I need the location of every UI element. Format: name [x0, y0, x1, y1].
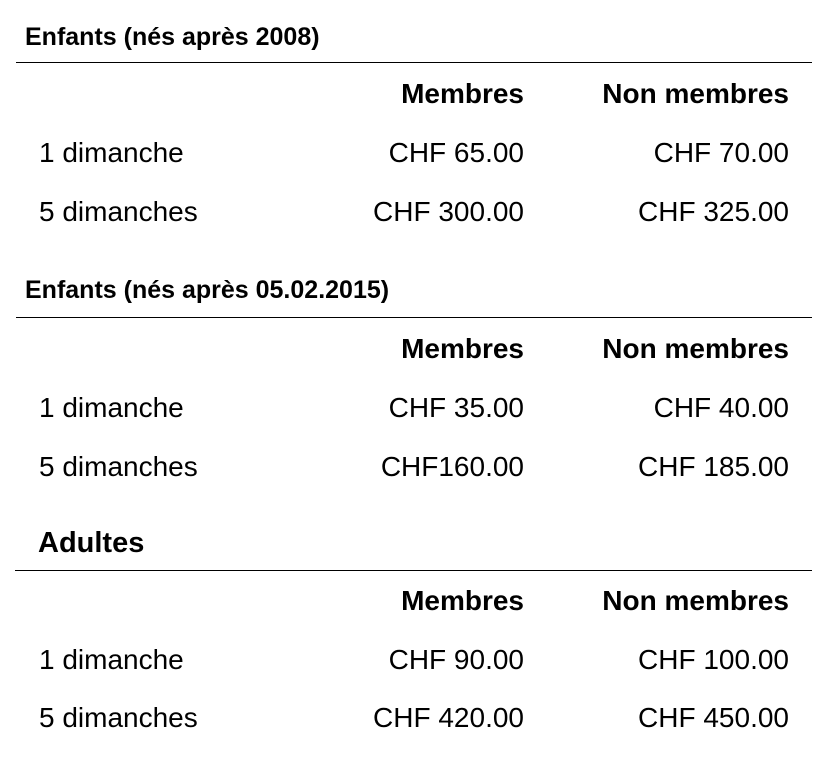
price-members: CHF 65.00: [388, 137, 524, 168]
table-header-row: [0, 76, 820, 112]
price-non-members: CHF 325.00: [638, 196, 789, 227]
table-row: [0, 642, 820, 678]
price-non-members: CHF 185.00: [638, 451, 789, 482]
price-members: CHF 420.00: [373, 702, 524, 733]
price-members: CHF160.00: [380, 451, 524, 482]
price-non-members: CHF 40.00: [653, 392, 789, 423]
row-label: 5 dimanches: [39, 451, 198, 482]
section-divider: [16, 317, 812, 318]
row-label: 5 dimanches: [39, 196, 198, 227]
table-row: [0, 135, 820, 171]
row-label: 1 dimanche: [39, 644, 184, 675]
header-members: Membres: [401, 333, 524, 364]
table-row: [0, 449, 820, 485]
header-non-members: Non membres: [602, 333, 789, 364]
table-header-row: [0, 331, 820, 367]
header-members: Membres: [401, 78, 524, 109]
section-divider: [16, 62, 812, 63]
table-header-row: [0, 583, 820, 619]
table-row: [0, 390, 820, 426]
section-title: Adultes: [38, 527, 145, 559]
header-non-members: Non membres: [602, 78, 789, 109]
section-title: Enfants (nés après 05.02.2015): [25, 276, 390, 304]
table-row: [0, 700, 820, 736]
header-non-members: Non membres: [602, 585, 789, 616]
row-label: 1 dimanche: [39, 137, 184, 168]
price-members: CHF 90.00: [388, 644, 524, 675]
price-non-members: CHF 70.00: [653, 137, 789, 168]
header-members: Membres: [401, 585, 524, 616]
price-non-members: CHF 100.00: [638, 644, 789, 675]
section-divider: [15, 570, 812, 571]
row-label: 1 dimanche: [39, 392, 184, 423]
price-non-members: CHF 450.00: [638, 702, 789, 733]
table-row: [0, 194, 820, 230]
price-members: CHF 300.00: [373, 196, 524, 227]
price-members: CHF 35.00: [388, 392, 524, 423]
row-label: 5 dimanches: [39, 702, 198, 733]
section-title: Enfants (nés après 2008): [25, 23, 320, 51]
